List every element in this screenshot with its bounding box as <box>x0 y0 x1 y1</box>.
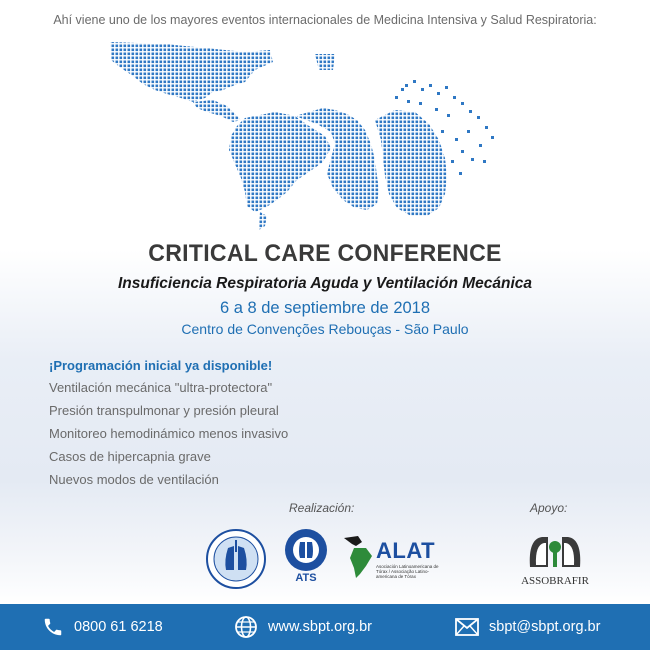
program-item: Presión transpulmonar y presión pleural <box>49 403 279 418</box>
phone-icon <box>42 616 64 638</box>
alat-subtext: Asociación Latinoamericana de Tórax / Associação Latino-americana de Tórax <box>376 564 439 579</box>
conference-title: CRITICAL CARE CONFERENCE <box>148 240 502 267</box>
website-link: www.sbpt.org.br <box>268 619 372 635</box>
program-item: Casos de hipercapnia grave <box>49 449 211 464</box>
program-heading: ¡Programación inicial ya disponible! <box>49 358 273 373</box>
apoyo-label: Apoyo: <box>530 501 568 515</box>
conference-dates: 6 a 8 de septiembre de 2018 <box>219 299 431 317</box>
phone-contact[interactable] <box>42 604 163 650</box>
contact-footer <box>0 604 650 650</box>
email-contact[interactable] <box>455 604 600 650</box>
program-item: Ventilación mecánica "ultra-protectora" <box>49 380 273 395</box>
program-item: Nuevos modos de ventilación <box>49 472 219 487</box>
ats-wordmark: ATS <box>295 572 317 584</box>
assobrafir-logo <box>520 529 590 589</box>
sbpt-logo <box>204 528 268 590</box>
ats-logo <box>278 524 334 588</box>
program-item: Monitoreo hemodinámico menos invasivo <box>49 426 289 441</box>
intro-text: Ahí viene uno de los mayores eventos internacionales de Medicina Intensiva y Salud Respiratoria: <box>53 13 597 27</box>
phone-number: 0800 61 6218 <box>74 619 163 635</box>
conference-subtitle: Insuficiencia Respiratoria Aguda y Ventilación Mecánica <box>117 275 533 292</box>
program-list <box>49 358 288 493</box>
email-address: sbpt@sbpt.org.br <box>489 619 601 635</box>
americas-lung-map <box>95 40 505 240</box>
website-contact[interactable] <box>234 604 372 650</box>
alat-wordmark: ALAT <box>376 538 436 563</box>
realizacion-label: Realización: <box>289 501 355 515</box>
mail-icon <box>455 618 479 636</box>
conference-venue: Centro de Convenções Rebouças - São Paulo <box>181 321 469 337</box>
globe-icon <box>234 615 258 639</box>
alat-logo <box>340 534 450 582</box>
assobrafir-wordmark: ASSOBRAFIR <box>521 575 589 587</box>
